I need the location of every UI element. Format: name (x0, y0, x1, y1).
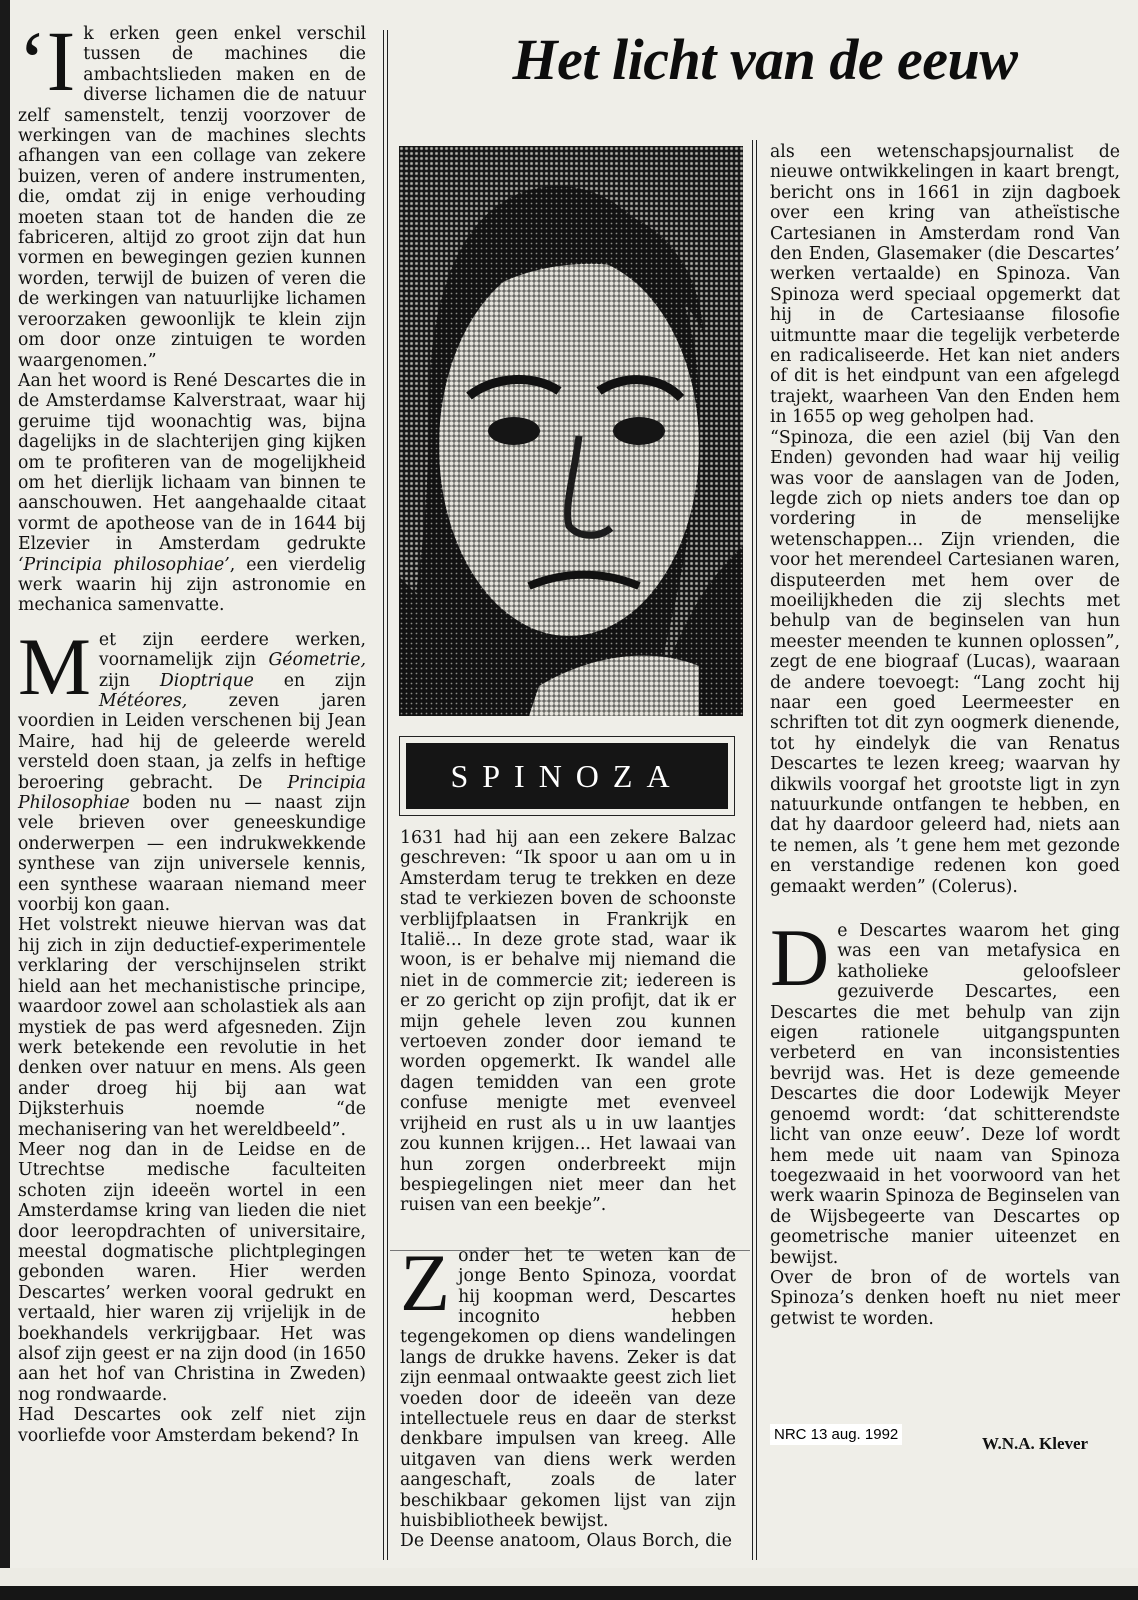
headline: Het licht van de eeuw (512, 27, 1018, 92)
scan-edge-bottom (0, 1568, 1138, 1600)
byline: W.N.A. Klever (982, 1434, 1089, 1453)
col1-p1-text: k erken geen enkel verschil tussen de machines die ambachtslieden maken en de diverse lichamen die de natuur zelf samenstelt, tenzij voorzover de werkingen van de machines slechts afhangen van een collage van zekere buizen, veren of andere instrumenten, die, omdat zij in enige verhouding moeten staan tot de handen die ze fabriceren, altijd zo groot zijn dat hun vormen en bewegingen gezien kunnen worden, terwijl de buizen of veren die de werkingen van natuurlijke lichamen veroorzaken gewoonlijk te klein zijn om door onze zintuigen te worden waargenomen.” (18, 24, 366, 371)
col2-paragraph-1: 1631 had hij aan een zekere Balzac geschreven: “Ik spoor u aan om u in Amsterdam terug te trekken en deze stad te verkiezen boven de schoonste verblijfplaatsen in Frankrijk en Italië... In deze grote stad, waar ik woon, is er behalve mij niemand die niet in de commercie zit; iedereen is er zo gericht op zijn profijt, dat ik er mijn gehele leven zou kunnen vertoeven zonder door iemand te worden opgemerkt. Ik wandel alle dagen temidden van een grote confuse menigte met evenveel vrijheid en rust als u in uw laantjes zou kunnen krijgen... Het lawaai van hun zorgen onderbreekt mijn bespiegelingen niet meer dan het ruisen van een beekje”. (400, 828, 736, 1216)
col3-paragraph-4: Over de bron of de wortels van Spinoza’s denken hoeft nu niet meer getwist te worden. (770, 1267, 1120, 1329)
col2-paragraph-3: De Deense anatoom, Olaus Borch, die (400, 1531, 732, 1552)
col1-p2b: , een vierdelig werk waarin hij zijn astronomie en mechanica samenvatte. (18, 554, 366, 616)
col3-p3-text: e Descartes waarom het ging was een van metafysica en katholieke geloofsleer gezuiverde Descartes, een Descartes die met behulp van zijn eigen rationele uitgangspunten verbeterd en van inconsistenties bevrijd was. Het is deze gemeende Descartes die door Lodewijk Meyer genoemd wordt: ‘dat schitterendste licht van onze eeuw’. Deze lof wordt hem mede uit naam van Spinoza toegezwaaid in het voorwoord van het werk waarin Spinoza de Beginselen van de Wijsbegeerte van Descartes op geometrische manier uiteenzet en bewijst. (770, 921, 1121, 1268)
column-rule-2 (752, 140, 753, 1560)
dropcap-z: Z (400, 1236, 451, 1328)
col1-p3d: zeven jaren voordien in Leiden verschenen bij Jean Maire, had hij de geleerde wereld versteld doen staan, ja zelfs in heftige beroering gebracht. De (18, 691, 366, 793)
col1-paragraph-1 (18, 13, 366, 371)
column-rule-1b (387, 30, 388, 1560)
col1-paragraph-6: Had Descartes ook zelf niet zijn voorliefde voor Amsterdam bekend? In (18, 1405, 366, 1446)
spinoza-portrait-image (399, 146, 743, 716)
col1-p3a: et zijn eerdere werken, voornamelijk zijn (98, 629, 366, 671)
portrait-engraving (399, 146, 743, 716)
col1-paragraph-2 (18, 371, 366, 616)
column-rule-1 (383, 30, 384, 1560)
col1-paragraph-3 (18, 620, 366, 916)
col3-paragraph-1: als een wetenschapsjournalist de nieuwe ontwikkelingen in kaart brengt, bericht ons in 1661 in zijn dagboek over een kring van atheïstische Cartesianen in Amsterdam rond Van den Enden, Glasemaker (die Descartes’ werken vertaalde) en Spinoza. Van Spinoza werd speciaal opgemerkt dat hij in de Cartesiaanse filosofie uitmuntte maar die tegelijk verbeterde en radicaliseerde. Het kan niet anders of dit is het eindpunt van een afgelegd trajekt, waarheen Van den Enden hem in 1655 op weg geholpen had. (770, 142, 1120, 428)
col1-paragraph-4: Het volstrekt nieuwe hiervan was dat hij zich in zijn deductief-experimentele verklaring der verschijnselen strikt hield aan het mechanistische principe, waardoor zowel aan scholastiek als aan mystiek de pas werd afgesneden. Zijn werk betekende een revolutie in het denken over natuur en mens. Als geen ander droeg hij bij aan wat Dijksterhuis noemde “de mechanisering van het wereldbeeld”. (18, 915, 366, 1140)
col3-paragraph-2: “Spinoza, die een aziel (bij Van den Enden) gevonden had waar hij veilig was voor de aanslagen van de Joden, legde zich op niets anders toe dan op vordering in de menselijke wetenschappen... Zijn vrienden, die voor het merendeel Cartesianen waren, disputeerden met hem over de moeilijkheden die zij slechts met behulp van de beginselen van hun meester meenden te kunnen oplossen”, zegt de ene biograaf (Lucas), waaraan de andere toevoegt: “Lang zocht hij naar een goed Leermeester en schriften tot dit zyn oogmerk dienende, tot hy eindelyk die van Renatus Descartes te lezen kreeg; waarvan hy dikwils voorgaf het grootste ligt in zyn natuurkunde ontfangen te hebben, en dat hy daardoor geleerd had, niets aan te nemen, als ’t gene hem met gezonde en verstandige redenen kon goed gemaakt werden” (Colerus). (770, 427, 1120, 897)
column-3 (770, 142, 1120, 1329)
col1-p3-t2: Dioptrique (159, 670, 254, 691)
dropcap-i: ‘I (18, 13, 76, 109)
col1-p3e: boden nu — naast zijn vele brieven over geneeskundige onderwerpen — een indrukwekkende synthese van zijn universele kennis, een synthese waaraan niemand meer voorbij kon gaan. (18, 793, 366, 916)
col2-paragraph-2 (400, 1236, 736, 1532)
dropcap-d: D (770, 912, 830, 1004)
dropcap-m: M (18, 620, 91, 712)
column-rule-2b (756, 140, 757, 1560)
col1-p3c: en zijn (253, 670, 366, 691)
col1-p3b: zijn (98, 670, 160, 691)
portrait-caption: SPINOZA (406, 743, 728, 809)
col2-p2-text: onder het te weten kan de jonge Bento Spinoza, voordat hij koopman werd, Descartes incognito hebben tegengekomen op diens wandelingen langs de drukke havens. Zeker is dat zijn eenmaal ontwaakte geest zich liet voeden door de ideeën van deze intellectuele reus en daar de sterkst denkbare impulsen van kreeg. Alle uitgaven van diens werk werden aangeschaft, zoals de later beschikbaar gekomen lijst van zijn huisbibliotheek bewijst. (400, 1245, 736, 1531)
column-2 (400, 828, 736, 1552)
col1-p3-t1: Géometrie, (268, 650, 366, 671)
column-1 (18, 13, 366, 1446)
col1-p3-t3: Météores, (98, 691, 188, 711)
scan-edge-left (0, 0, 10, 1600)
col1-p2a: Aan het woord is René Descartes die in de Amsterdamse Kalverstraat, waar hij geruime tijd woonachtig was, bijna dagelijks in de slachterijen ging kijken om te profiteren van de mogelijkheid om het dierlijk lichaam van binnen te aanschouwen. Het aangehaalde citaat vormt de apotheose van de in 1644 bij Elzevier in Amsterdam gedrukte (18, 370, 366, 555)
col1-paragraph-5: Meer nog dan in de Leidse en de Utrechtse medische faculteiten schoten zijn ideeën wortel in een Amsterdamse kring van lieden die niet door leeropdrachten of universitaire, meestal dogmatische plichtplegingen gebonden waren. Hier werden Descartes’ werken vooral gedrukt en vertaald, hier waren zij vrijelijk in de boekhandels verkrijgbaar. Het was alsof zijn geest er na zijn dood (in 1650 aan het hof van Christina in Zweden) nog rondwaarde. (18, 1139, 366, 1405)
col3-paragraph-3 (770, 912, 1121, 1268)
col1-p2-title: ‘Principia philosophiae’ (18, 554, 230, 575)
source-tag: NRC 13 aug. 1992 (770, 1424, 902, 1445)
col1-p3-t4: Principia Philosophiae (18, 772, 366, 814)
portrait-caption-box (399, 736, 735, 816)
